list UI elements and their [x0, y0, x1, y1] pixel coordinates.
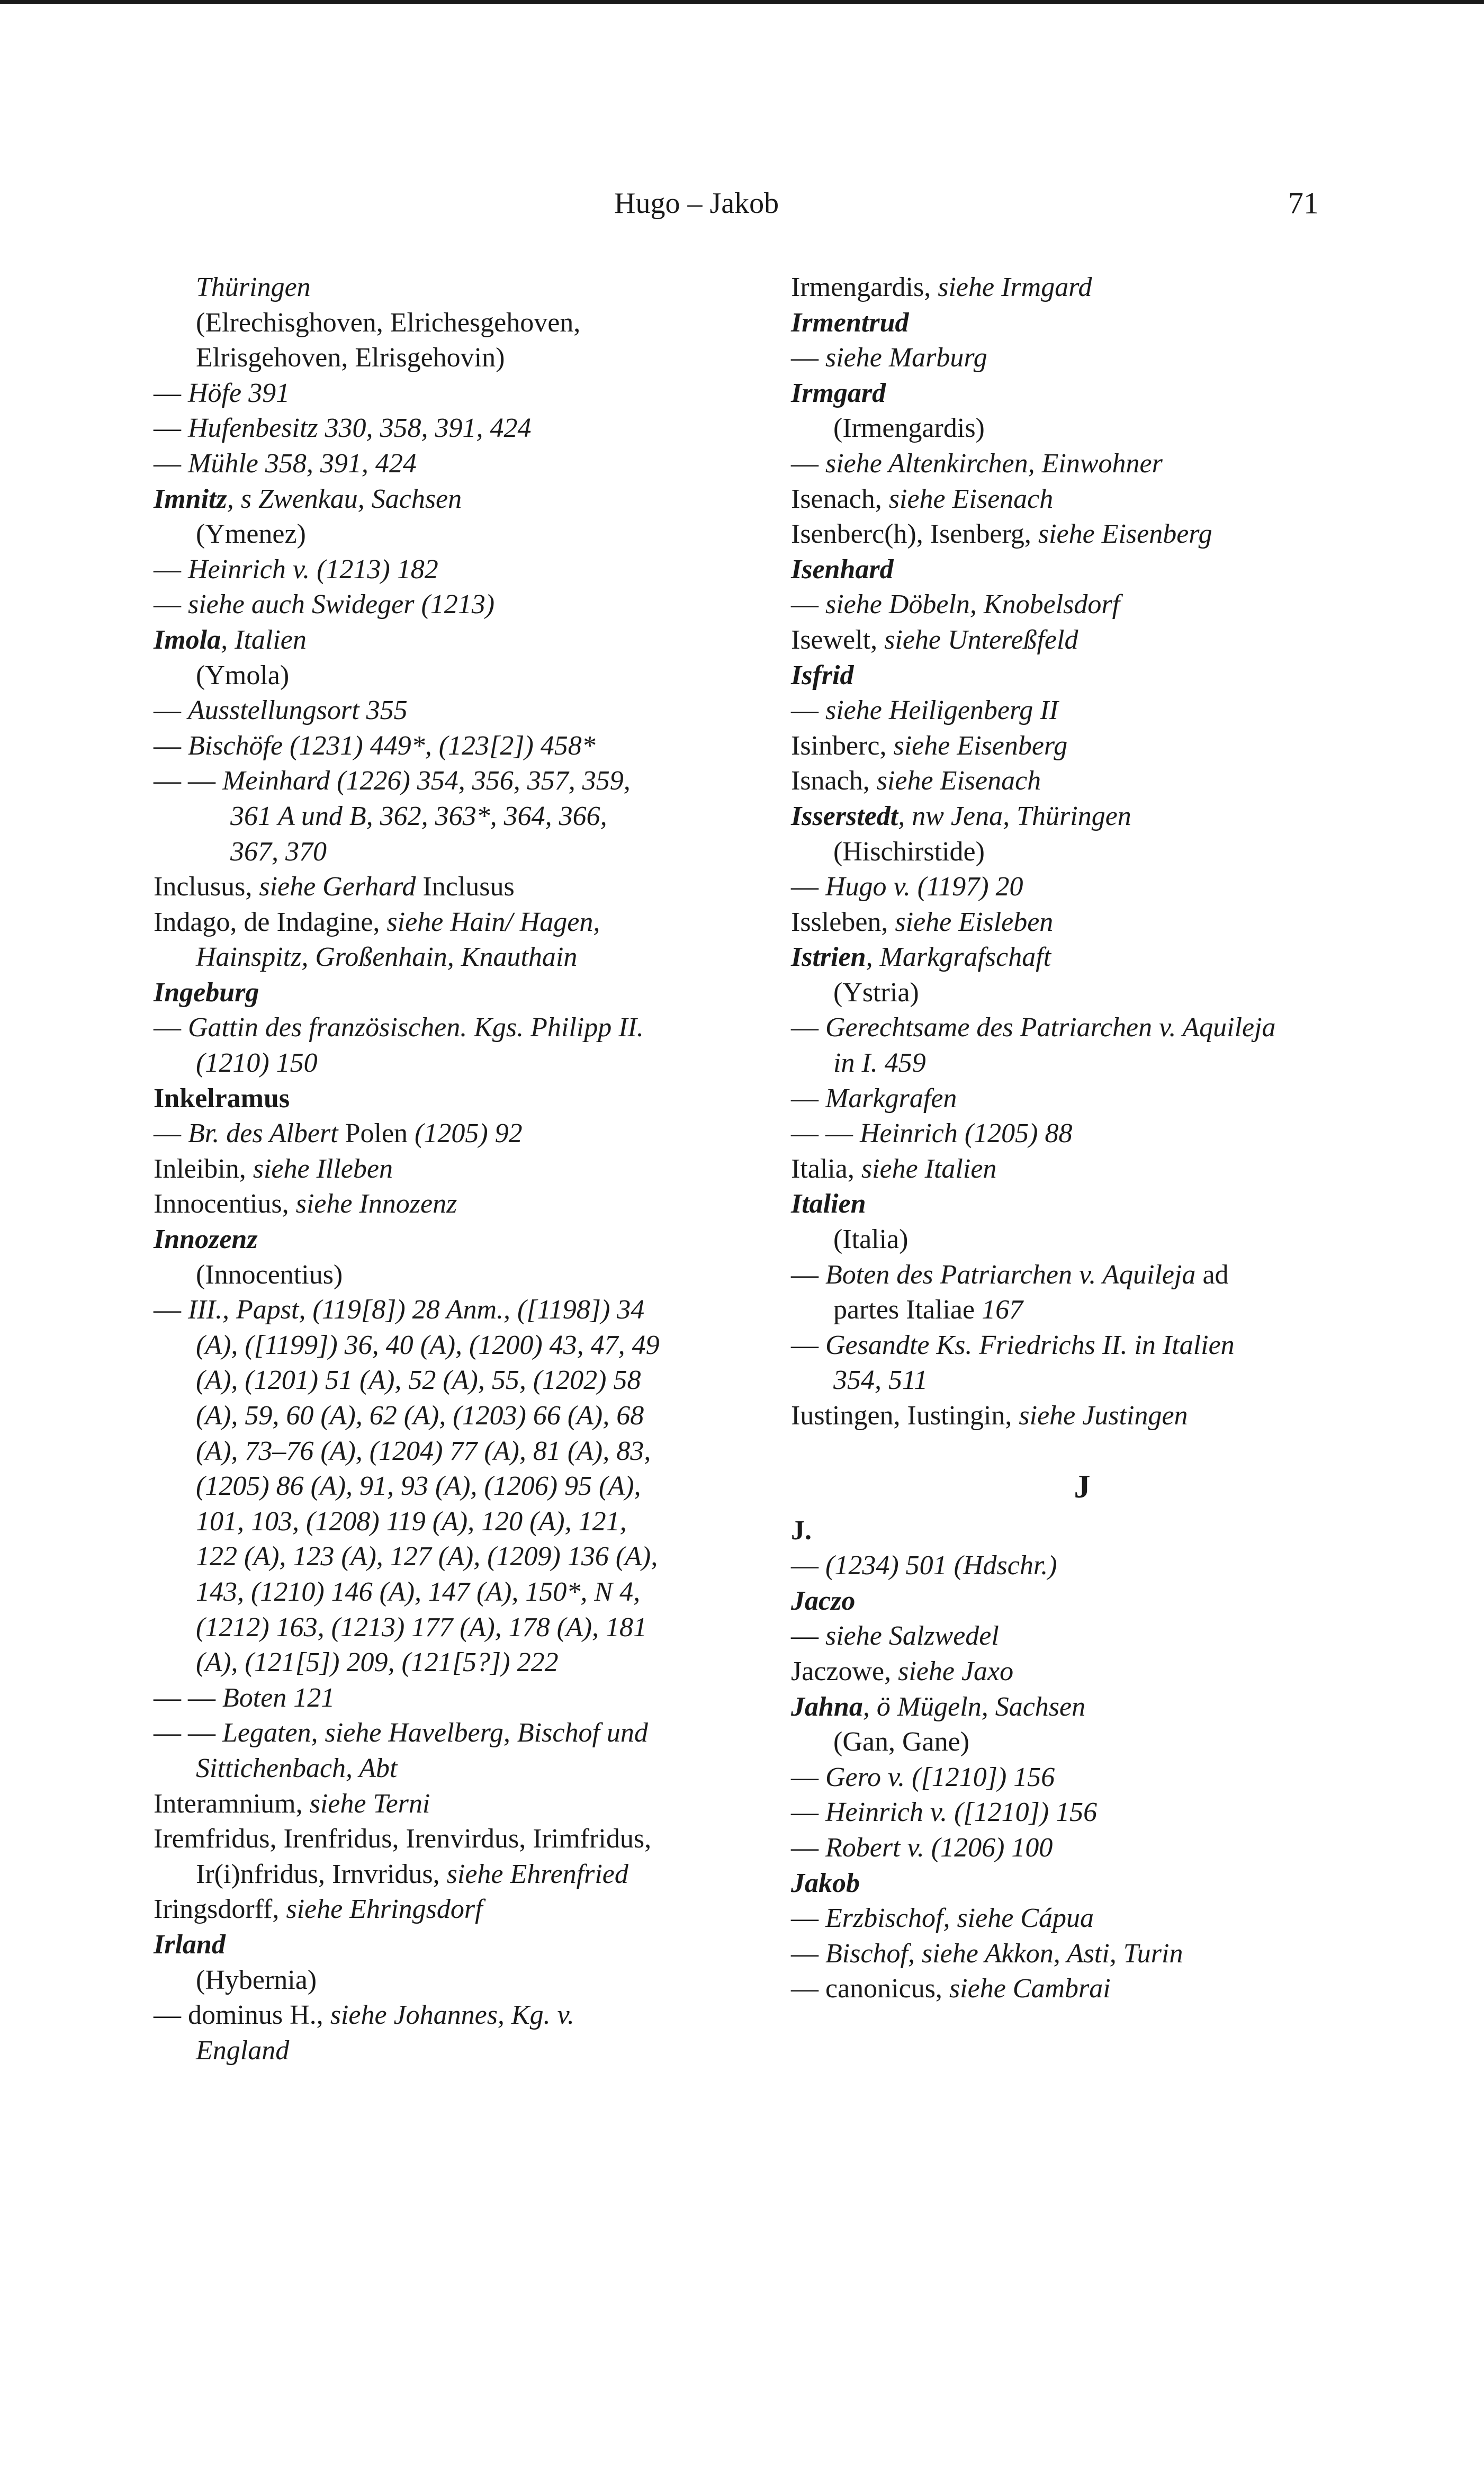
entry-text: Inleibin, [154, 1153, 253, 1184]
right-column-entries-bottom [791, 1513, 1373, 2007]
entry-text: Innocentius, [154, 1189, 296, 1219]
index-entry-line [791, 340, 1373, 376]
entry-text: Gattin des französischen. Kgs. Philipp II. [188, 1012, 644, 1043]
index-entry-line [791, 1901, 1373, 1936]
index-entry-line [154, 1081, 704, 1117]
entry-text: (Ymenez) [196, 519, 306, 550]
entry-text: Isfrid [791, 660, 854, 690]
entry-text: Bischof, siehe Akkon, Asti, Turin [825, 1938, 1183, 1969]
index-entry-line [154, 1152, 704, 1187]
index-entry-line [154, 1927, 704, 1963]
index-entry-line [791, 1971, 1373, 2007]
entry-text: — — [154, 1682, 222, 1713]
index-entry-line [791, 517, 1373, 552]
entry-text: siehe Eisenberg [893, 730, 1068, 761]
entry-text: siehe Italien [861, 1153, 997, 1184]
entry-text: siehe Cambrai [949, 1973, 1111, 2004]
index-entry-line [154, 905, 704, 940]
entry-text: Höfe 391 [188, 378, 290, 408]
index-entry-line [154, 411, 704, 446]
index-entry-line [154, 587, 704, 623]
entry-text: , Markgrafschaft [866, 942, 1051, 973]
entry-text: siehe auch Swideger (1213) [188, 589, 495, 620]
index-entry-line [154, 2033, 704, 2069]
entry-text: siehe Eisenach [876, 766, 1041, 796]
entry-text: — [791, 1903, 825, 1934]
entry-text: (Ymola) [196, 660, 290, 690]
index-entry-line [791, 1866, 1373, 1901]
entry-text: — [154, 1295, 188, 1325]
index-entry-line [791, 1831, 1373, 1866]
index-entry-line [791, 1690, 1373, 1725]
index-entry-line [791, 975, 1373, 1011]
entry-text: — [154, 413, 188, 444]
index-entry-line [154, 270, 704, 306]
entry-text: Isnach, [791, 766, 877, 796]
index-entry-line [791, 693, 1373, 729]
entry-text: — — [154, 766, 222, 796]
index-entry-line [154, 1187, 704, 1222]
entry-text: Bischöfe (1231) 449*, (123[2]) 458* [188, 730, 596, 761]
index-entry-line [154, 1892, 704, 1927]
entry-text: Irland [154, 1929, 226, 1960]
index-entry-line [791, 1363, 1373, 1398]
entry-text: partes Italiae [833, 1295, 982, 1325]
index-entry-line [154, 1258, 704, 1293]
index-entry-line [791, 729, 1373, 764]
entry-text: — [791, 1550, 825, 1581]
entry-text: siehe Heiligenberg II [825, 695, 1058, 726]
index-entry-line [791, 411, 1373, 446]
index-entry-line [154, 799, 704, 835]
index-entry-line [791, 1760, 1373, 1796]
index-entry-line [791, 552, 1373, 588]
entry-text: Inkelramus [154, 1083, 290, 1114]
index-entry-line [791, 1548, 1373, 1584]
index-entry-line [154, 1751, 704, 1787]
index-entry-line [154, 1963, 704, 1998]
index-entry-line [154, 1116, 704, 1152]
entry-text: Heinrich (1205) 88 [860, 1118, 1073, 1149]
entry-text: Hugo v. (1197) 20 [825, 872, 1023, 902]
index-entry-line [791, 1152, 1373, 1187]
index-entry-line [154, 1681, 704, 1716]
entry-text: Isinberc, [791, 730, 894, 761]
index-entry-line [154, 835, 704, 870]
entry-text: (Innocentius) [196, 1259, 343, 1290]
entry-text: Thüringen [196, 272, 311, 302]
entry-text: — [791, 695, 825, 726]
entry-text: — [791, 343, 825, 373]
index-entry-line [154, 1363, 704, 1398]
index-entry-line [791, 1619, 1373, 1654]
index-entry-line [791, 623, 1373, 658]
index-entry-line [154, 1857, 704, 1892]
entry-text: Polen [345, 1118, 415, 1149]
entry-text: (A), 73–76 (A), (1204) 77 (A), 81 (A), 83, [196, 1436, 651, 1466]
entry-text: J. [791, 1515, 812, 1546]
entry-text: , Italien [221, 624, 307, 655]
entry-text: siehe Irmgard [938, 272, 1092, 302]
index-entry-line [791, 1328, 1373, 1363]
entry-text: Sittichenbach, Abt [196, 1753, 398, 1783]
index-entry-line [154, 1293, 704, 1328]
entry-text: Ausstellungsort 355 [188, 695, 408, 726]
index-entry-line [154, 693, 704, 729]
entry-text: (Italia) [833, 1224, 909, 1255]
index-entry-line [154, 975, 704, 1011]
index-entry-line [791, 1584, 1373, 1619]
entry-text: — [791, 872, 825, 902]
entry-text: Iremfridus, Irenfridus, Irenvirdus, Irimfridus, [154, 1824, 652, 1854]
entry-text: — [154, 589, 188, 620]
entry-text: Hainspitz, Großenhain, Knauthain [196, 942, 578, 973]
index-entry-line [154, 1469, 704, 1504]
entry-text: — [791, 1259, 825, 1290]
index-entry-line [154, 1504, 704, 1540]
entry-text: 122 (A), 123 (A), 127 (A), (1209) 136 (A), [196, 1541, 658, 1572]
entry-text: Italia, [791, 1153, 861, 1184]
entry-text: Imnitz [154, 483, 227, 514]
entry-text: (1205) 92 [415, 1118, 523, 1149]
index-entry-line [791, 1222, 1373, 1258]
entry-text: — [791, 1621, 825, 1652]
entry-text: (1210) 150 [196, 1048, 318, 1079]
entry-text: Indago, de Indagine, [154, 907, 387, 937]
index-entry-line [791, 482, 1373, 517]
entry-text: — [154, 695, 188, 726]
entry-text: Isserstedt [791, 801, 898, 831]
entry-text: — [791, 1762, 825, 1792]
entry-text: (A), (1201) 51 (A), 52 (A), 55, (1202) 58 [196, 1365, 641, 1396]
page-number: 71 [1288, 186, 1319, 220]
index-entry-line [154, 1645, 704, 1681]
index-entry-line [154, 1610, 704, 1646]
index-entry-line [154, 1398, 704, 1434]
index-entry-line [791, 446, 1373, 482]
entry-text: siehe Salzwedel [825, 1621, 999, 1652]
entry-text: — [154, 448, 188, 479]
entry-text: Isenhard [791, 554, 894, 585]
index-entry-line [154, 482, 704, 517]
entry-text: Issleben, [791, 907, 895, 937]
entry-text: siehe Eisenberg [1038, 519, 1212, 550]
index-entry-line [791, 940, 1373, 975]
entry-text: Gerechtsame des Patriarchen v. Aquileja [825, 1012, 1276, 1043]
entry-text: — — [154, 1718, 222, 1748]
entry-text: — [791, 1973, 825, 2004]
entry-text: ad [1202, 1259, 1229, 1290]
index-entry-line [791, 1293, 1373, 1328]
entry-text: Elrisgehoven, Elrisgehovin) [196, 343, 505, 373]
entry-text: Imola [154, 624, 221, 655]
entry-text: siehe Döbeln, Knobelsdorf [825, 589, 1120, 620]
entry-text: Isewelt, [791, 624, 885, 655]
index-entry-line [791, 905, 1373, 940]
right-column-entries-top [791, 270, 1373, 1434]
entry-text: siehe Johannes, Kg. v. [330, 2000, 574, 2031]
entry-text: — [154, 554, 188, 585]
index-entry-line [791, 799, 1373, 835]
entry-text: 143, (1210) 146 (A), 147 (A), 150*, N 4, [196, 1576, 641, 1607]
section-letter: J [1074, 1468, 1091, 1505]
entry-text: Inclusus, [154, 872, 259, 902]
index-entry-line [791, 1116, 1373, 1152]
entry-text: Innozenz [154, 1224, 258, 1255]
entry-text: (Hischirstide) [833, 836, 985, 867]
index-entry-line [791, 1258, 1373, 1293]
entry-text: 101, 103, (1208) 119 (A), 120 (A), 121, [196, 1506, 627, 1537]
entry-text: Italien [791, 1189, 866, 1219]
entry-text: Interamnium, [154, 1788, 310, 1819]
index-entry-line [154, 869, 704, 905]
entry-text: siehe Terni [309, 1788, 430, 1819]
entry-text: — — [791, 1118, 860, 1149]
entry-text: siehe Ehrenfried [446, 1859, 628, 1889]
entry-text: , ö Mügeln, Sachsen [862, 1691, 1086, 1722]
entry-text: Irmengardis, [791, 272, 938, 302]
index-entry-line [154, 1998, 704, 2033]
entry-text: siehe Altenkirchen, Einwohner [825, 448, 1163, 479]
entry-text: siehe Untereßfeld [884, 624, 1078, 655]
entry-text: dominus H., [188, 2000, 330, 2031]
entry-text: siehe Gerhard [259, 872, 423, 902]
index-entry-line [154, 1575, 704, 1610]
entry-text: 167 [982, 1295, 1023, 1325]
entry-text: (Irmengardis) [833, 413, 985, 444]
index-entry-line [791, 1725, 1373, 1760]
index-entry-line [154, 940, 704, 975]
entry-text: 354, 511 [833, 1365, 928, 1396]
entry-text: siehe Jaxo [898, 1656, 1014, 1686]
index-entry-line [791, 270, 1373, 306]
index-entry-line [791, 764, 1373, 799]
entry-text: siehe Ehringsdorf [286, 1894, 483, 1925]
entry-text: — [154, 378, 188, 408]
entry-text: 361 A und B, 362, 363*, 364, 366, [230, 801, 607, 831]
entry-text: — [791, 1012, 825, 1043]
entry-text: — [791, 1832, 825, 1863]
index-entry-line [791, 1187, 1373, 1222]
entry-text: Jakob [791, 1868, 860, 1898]
entry-text: Markgrafen [825, 1083, 957, 1114]
entry-text: Jaczowe, [791, 1656, 898, 1686]
index-entry-line [791, 376, 1373, 411]
entry-text: — [154, 1012, 188, 1043]
index-entry-line [154, 1222, 704, 1258]
entry-text: Isenberc(h), Isenberg, [791, 519, 1038, 550]
entry-text: — [154, 2000, 188, 2031]
entry-text: England [196, 2035, 290, 2066]
index-entry-line [154, 658, 704, 694]
index-entry-line [791, 1398, 1373, 1434]
entry-text: Jaczo [791, 1585, 856, 1616]
entry-text: (A), 59, 60 (A), 62 (A), (1203) 66 (A), 68 [196, 1401, 644, 1431]
index-entry-line [154, 764, 704, 799]
entry-text: in I. 459 [833, 1048, 926, 1079]
entry-text: Isenach, [791, 483, 889, 514]
entry-text: Gesandte Ks. Friedrichs II. in Italien [825, 1330, 1235, 1360]
entry-text: Mühle 358, 391, 424 [188, 448, 417, 479]
entry-text: (1205) 86 (A), 91, 93 (A), (1206) 95 (A), [196, 1471, 641, 1502]
entry-text: siehe Illeben [253, 1153, 393, 1184]
index-entry-line [791, 1010, 1373, 1046]
entry-text: siehe Hain/ Hagen, [386, 907, 600, 937]
index-entry-line [154, 306, 704, 341]
index-entry-line [154, 1328, 704, 1363]
entry-text: Gero v. ([1210]) 156 [825, 1762, 1055, 1792]
entry-text: , nw Jena, Thüringen [898, 801, 1131, 831]
entry-text: Meinhard (1226) 354, 356, 357, 359, [222, 766, 631, 796]
entry-text: Jahna [791, 1691, 863, 1722]
entry-text: siehe Innozenz [295, 1189, 457, 1219]
entry-text: — [791, 1083, 825, 1114]
entry-text: (1212) 163, (1213) 177 (A), 178 (A), 181 [196, 1612, 647, 1643]
entry-text: siehe Eisenach [888, 483, 1054, 514]
entry-text: (1234) 501 (Hdschr.) [825, 1550, 1057, 1581]
index-entry-line [791, 1513, 1373, 1549]
right-column [791, 270, 1373, 2007]
entry-text: (Elrechisghoven, Elrichesgehoven, [196, 307, 581, 338]
index-entry-line [791, 306, 1373, 341]
entry-text: — [154, 730, 188, 761]
index-entry-line [154, 1010, 704, 1046]
entry-text: canonicus, [825, 1973, 949, 2004]
index-entry-line [154, 552, 704, 588]
index-entry-line [791, 1046, 1373, 1081]
top-rule [0, 0, 1484, 4]
entry-text: (A), (121[5]) 209, (121[5?]) 222 [196, 1647, 559, 1678]
entry-text: Heinrich v. ([1210]) 156 [825, 1797, 1098, 1828]
entry-text: — [791, 1330, 825, 1360]
index-entry-line [154, 729, 704, 764]
index-entry-line [791, 1081, 1373, 1117]
entry-text: Erzbischof, siehe Cápua [825, 1903, 1094, 1934]
entry-text: Legaten, siehe Havelberg, Bischof und [222, 1718, 648, 1748]
index-entry-line [791, 1936, 1373, 1972]
entry-text: siehe Marburg [825, 343, 987, 373]
entry-text: (Gan, Gane) [833, 1727, 969, 1757]
entry-text: siehe Eisleben [895, 907, 1054, 937]
entry-text: (Hybernia) [196, 1964, 317, 1995]
entry-text: III., Papst, (119[8]) 28 Anm., ([1198]) 34 [188, 1295, 645, 1325]
entry-text: Boten des Patriarchen v. Aquileja [825, 1259, 1203, 1290]
entry-text: , s Zwenkau, Sachsen [227, 483, 462, 514]
index-entry-line [791, 1795, 1373, 1831]
entry-text: — [791, 589, 825, 620]
entry-text: Ingeburg [154, 977, 259, 1008]
index-entry-line [154, 623, 704, 658]
entry-text: Heinrich v. (1213) 182 [188, 554, 438, 585]
entry-text: siehe Justingen [1019, 1401, 1188, 1431]
index-entry-line [154, 376, 704, 411]
entry-text: (A), ([1199]) 36, 40 (A), (1200) 43, 47, 49 [196, 1330, 660, 1360]
entry-text: — [791, 1938, 825, 1969]
entry-text: — [791, 1797, 825, 1828]
index-entry-line [154, 1716, 704, 1751]
index-entry-line [154, 1434, 704, 1469]
index-entry-line [154, 1822, 704, 1857]
entry-text: Hufenbesitz 330, 358, 391, 424 [188, 413, 532, 444]
entry-text: — [154, 1118, 188, 1149]
running-head: Hugo – Jakob [614, 187, 779, 220]
index-entry-line [154, 446, 704, 482]
index-entry-line [154, 1046, 704, 1081]
index-entry-line [154, 340, 704, 376]
index-entry-line [791, 835, 1373, 870]
index-entry-line [791, 869, 1373, 905]
entry-text: Br. des Albert [188, 1118, 345, 1149]
index-entry-line [154, 1539, 704, 1575]
index-entry-line [791, 658, 1373, 694]
entry-text: Irmentrud [791, 307, 909, 338]
entry-text: (Ystria) [833, 977, 919, 1008]
entry-text: Boten 121 [222, 1682, 335, 1713]
left-column [154, 270, 704, 2068]
entry-text: Ir(i)nfridus, Irnvridus, [196, 1859, 447, 1889]
index-entry-line [154, 1787, 704, 1822]
index-entry-line [154, 517, 704, 552]
entry-text: 367, 370 [230, 836, 327, 867]
index-entry-line [791, 587, 1373, 623]
entry-text: Iringsdorff, [154, 1894, 286, 1925]
entry-text: Iustingen, Iustingin, [791, 1401, 1019, 1431]
entry-text: — [791, 448, 825, 479]
entry-text: Istrien [791, 942, 866, 973]
entry-text: Robert v. (1206) 100 [825, 1832, 1053, 1863]
entry-text: Irmgard [791, 378, 886, 408]
entry-text: Inclusus [422, 872, 515, 902]
index-entry-line [791, 1654, 1373, 1690]
